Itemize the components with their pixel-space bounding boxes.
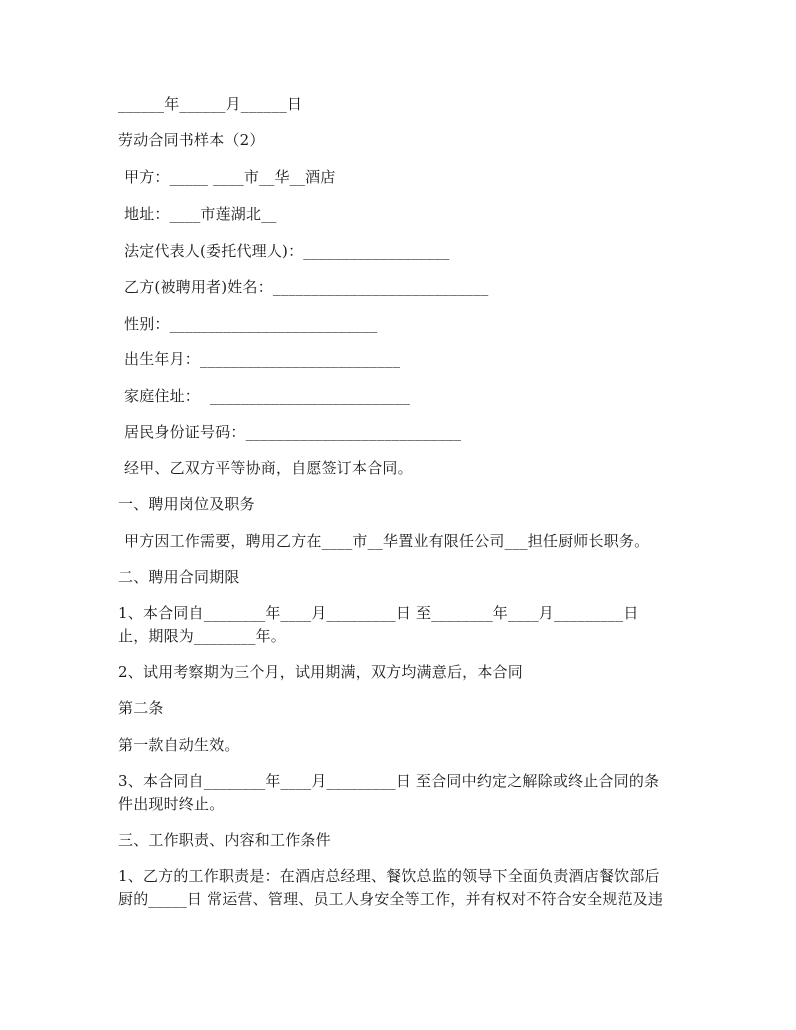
section1-heading: 一、聘用岗位及职务	[118, 495, 255, 513]
birth-line: 出生年月：__________________________	[124, 350, 401, 368]
article2-heading: 第二条	[118, 699, 164, 717]
date-line: ______年______月______日	[118, 95, 303, 113]
clause3-line1: 3、本合同自________年____月_________日 至合同中约定之解除或终止合同的条	[118, 772, 660, 790]
section1-text: 甲方因工作需要，聘用乙方在____市__华置业有限任公司___担任厨师长职务。	[124, 532, 650, 550]
clause2-line: 2、试用考察期为三个月，试用期满，双方均满意后，本合同	[118, 663, 523, 681]
party-b-name-line: 乙方(被聘用者)姓名：____________________________	[124, 278, 489, 296]
id-number-line: 居民身份证号码：____________________________	[124, 423, 462, 441]
section2-heading: 二、聘用合同期限	[118, 568, 240, 586]
duty-line1: 1、乙方的工作职责是：在酒店总经理、餐饮总监的领导下全面负责酒店餐饮部后	[118, 867, 660, 885]
section-para1: 第一款自动生效。	[118, 736, 240, 754]
address-line: 地址：____市莲湖北__	[124, 205, 277, 223]
agreement-line: 经甲、乙双方平等协商，自愿签订本合同。	[124, 459, 413, 477]
legal-rep-line: 法定代表人(委托代理人)：___________________	[124, 242, 450, 260]
duty-line2: 厨的_____日 常运营、管理、员工人身安全等工作，并有权对不符合安全规范及违	[118, 890, 664, 908]
document-title: 劳动合同书样本（2）	[118, 131, 265, 149]
section3-heading: 三、工作职责、内容和工作条件	[118, 831, 331, 849]
clause1-line1: 1、本合同自________年____月_________日 至________年____月_________日	[118, 604, 639, 622]
home-address-line: 家庭住址： __________________________	[124, 387, 411, 405]
clause3-line2: 件出现时终止。	[118, 795, 225, 813]
party-a-line: 甲方：_____ ____市__华__酒店	[124, 168, 336, 186]
clause1-line2: 止，期限为________年。	[118, 627, 287, 645]
gender-line: 性别：___________________________	[124, 315, 378, 333]
